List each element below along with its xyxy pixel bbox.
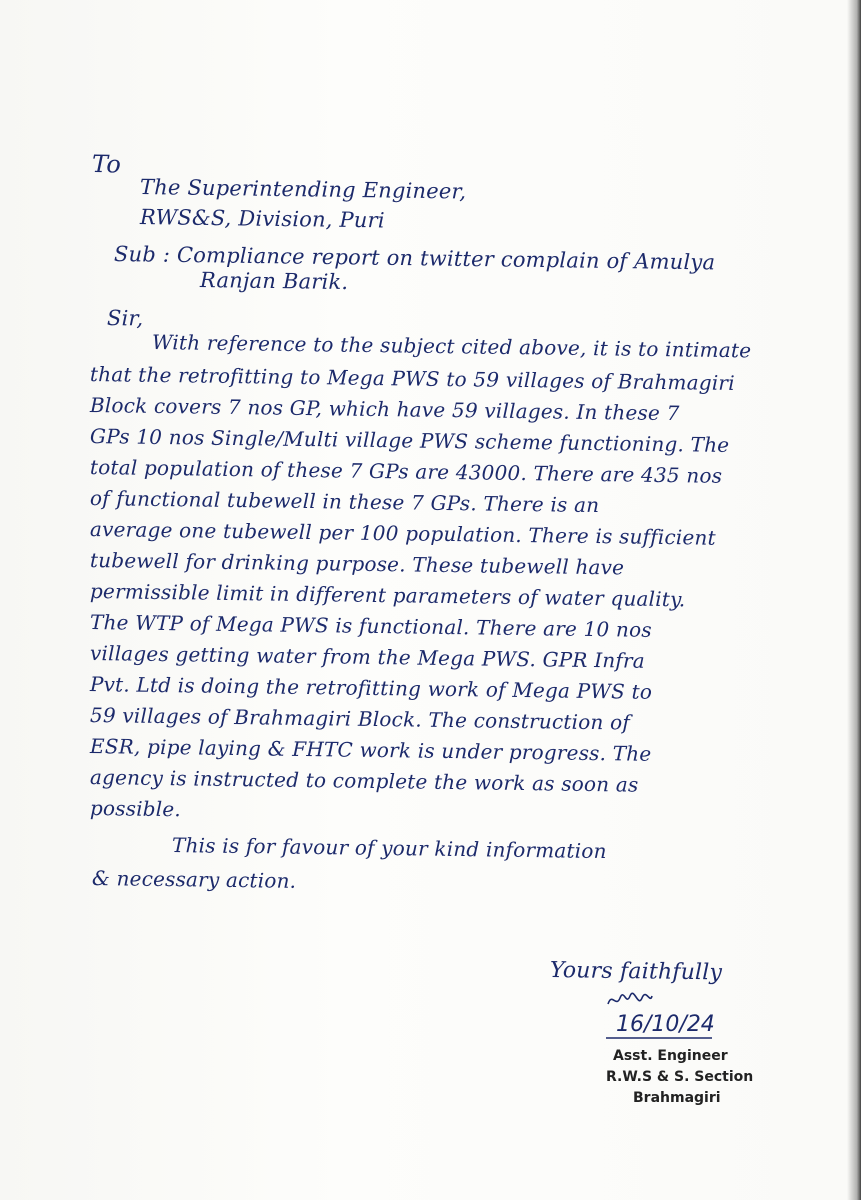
body-line: tubewell for drinking purpose. These tubewell have	[89, 548, 625, 580]
body-line: This is for favour of your kind information	[171, 833, 607, 864]
recipient-title: The Superintending Engineer,	[139, 175, 467, 204]
stamp-section: R.W.S & S. Section	[606, 1069, 754, 1085]
body-line: The WTP of Mega PWS is functional. There are 10 nos	[89, 610, 652, 642]
body-line: total population of these 7 GPs are 43000. There are 435 nos	[89, 455, 723, 488]
signature-date: 16/10/24	[616, 1012, 715, 1037]
body-line: possible.	[89, 796, 182, 822]
body-line: average one tubewell per 100 population. There is sufficient	[89, 517, 716, 550]
greeting: Sir,	[106, 306, 144, 331]
body-line: Pvt. Ltd is doing the retrofitting work of Mega PWS to	[89, 672, 653, 704]
stamp-designation: Asst. Engineer	[613, 1048, 728, 1064]
body-line: ESR, pipe laying & FHTC work is under progress. The	[89, 734, 652, 766]
letter-to: To	[91, 150, 122, 179]
date-underline	[606, 1036, 712, 1040]
body-line: With reference to the subject cited above, it is to intimate	[151, 330, 752, 363]
body-line: of functional tubewell in these 7 GPs. There is an	[89, 486, 600, 518]
body-line: Block covers 7 nos GP, which have 59 villages. In these 7	[89, 393, 680, 426]
body-line: villages getting water from the Mega PWS. GPR Infra	[89, 641, 646, 673]
body-line: that the retrofitting to Mega PWS to 59 villages of Brahmagiri	[89, 362, 735, 396]
stamp-location: Brahmagiri	[633, 1090, 721, 1106]
closing: Yours faithfully	[549, 958, 723, 986]
recipient-office: RWS&S, Division, Puri	[139, 205, 385, 233]
body-line: agency is instructed to complete the work as soon as	[89, 765, 639, 797]
body-line: permissible limit in different parameters of water quality.	[89, 579, 686, 612]
body-line: GPs 10 nos Single/Multi village PWS scheme functioning. The	[89, 424, 730, 457]
body-line: 59 villages of Brahmagiri Block. The construction of	[89, 703, 631, 735]
page-edge-shadow	[847, 0, 861, 1200]
signature-icon	[606, 988, 654, 1012]
subject-line-2: Ranjan Barik.	[199, 268, 349, 295]
subject-line-1: Sub : Compliance report on twitter complain of Amulya	[113, 242, 716, 275]
body-line: & necessary action.	[91, 866, 297, 893]
